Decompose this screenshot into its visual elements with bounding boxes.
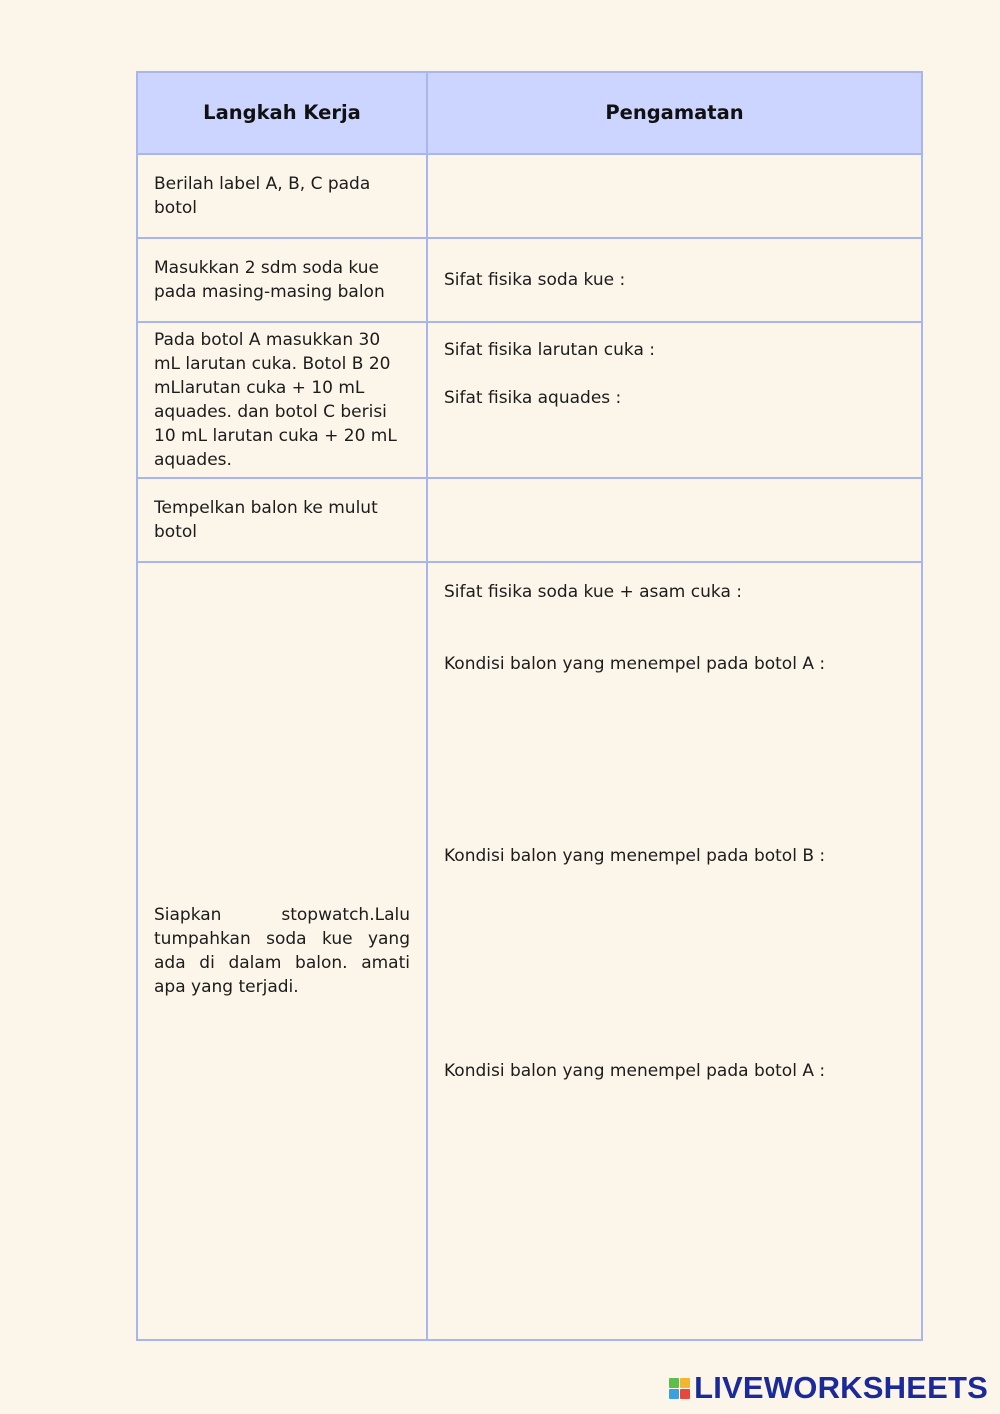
brand-name: LIVEWORKSHEETS	[694, 1370, 988, 1405]
observation-label: Kondisi balon yang menempel pada botol A :	[444, 1061, 826, 1081]
observation-cell[interactable]	[427, 238, 922, 322]
observation-label: Kondisi balon yang menempel pada botol A :	[444, 654, 826, 674]
logo-square	[669, 1378, 679, 1388]
observation-label: Sifat fisika larutan cuka :	[444, 340, 656, 360]
step-text: Tempelkan balon ke mulut botol	[154, 498, 378, 542]
header-pengamatan: Pengamatan	[427, 72, 922, 154]
observation-cell[interactable]	[427, 478, 922, 562]
table-row	[137, 562, 922, 1340]
step-text: Pada botol A masukkan 30 mL larutan cuka. Botol B 20 mLlarutan cuka + 10 mL aquades. dan botol C berisi 10 mL larutan cuka + 20 mL aquades.	[154, 330, 397, 470]
table-row	[137, 322, 922, 478]
liveworksheets-footer	[669, 1370, 988, 1406]
observation-label: Sifat fisika soda kue + asam cuka :	[444, 582, 742, 602]
observation-cell[interactable]	[427, 322, 922, 478]
header-langkah-kerja: Langkah Kerja	[137, 72, 427, 154]
logo-square	[680, 1378, 690, 1388]
worksheet-table	[136, 71, 923, 1341]
observation-label: Kondisi balon yang menempel pada botol B :	[444, 846, 826, 866]
table-header-row	[137, 72, 922, 154]
table-row	[137, 154, 922, 238]
logo-square	[680, 1389, 690, 1399]
logo-square	[669, 1389, 679, 1399]
step-text: Masukkan 2 sdm soda kue pada masing-masing balon	[154, 258, 385, 302]
step-cell	[137, 238, 427, 322]
step-cell	[137, 154, 427, 238]
observation-cell[interactable]	[427, 562, 922, 1340]
table-row	[137, 238, 922, 322]
step-cell	[137, 322, 427, 478]
observation-label: Sifat fisika aquades :	[444, 388, 622, 408]
step-text: Siapkan stopwatch.Lalu tumpahkan soda kue yang ada di dalam balon. amati apa yang terjadi.	[154, 905, 410, 997]
step-cell	[137, 478, 427, 562]
observation-label: Sifat fisika soda kue :	[444, 270, 626, 290]
table-row	[137, 478, 922, 562]
step-cell	[137, 562, 427, 1340]
liveworksheets-logo-icon	[669, 1378, 690, 1399]
step-text: Berilah label A, B, C pada botol	[154, 174, 371, 218]
observation-cell[interactable]	[427, 154, 922, 238]
